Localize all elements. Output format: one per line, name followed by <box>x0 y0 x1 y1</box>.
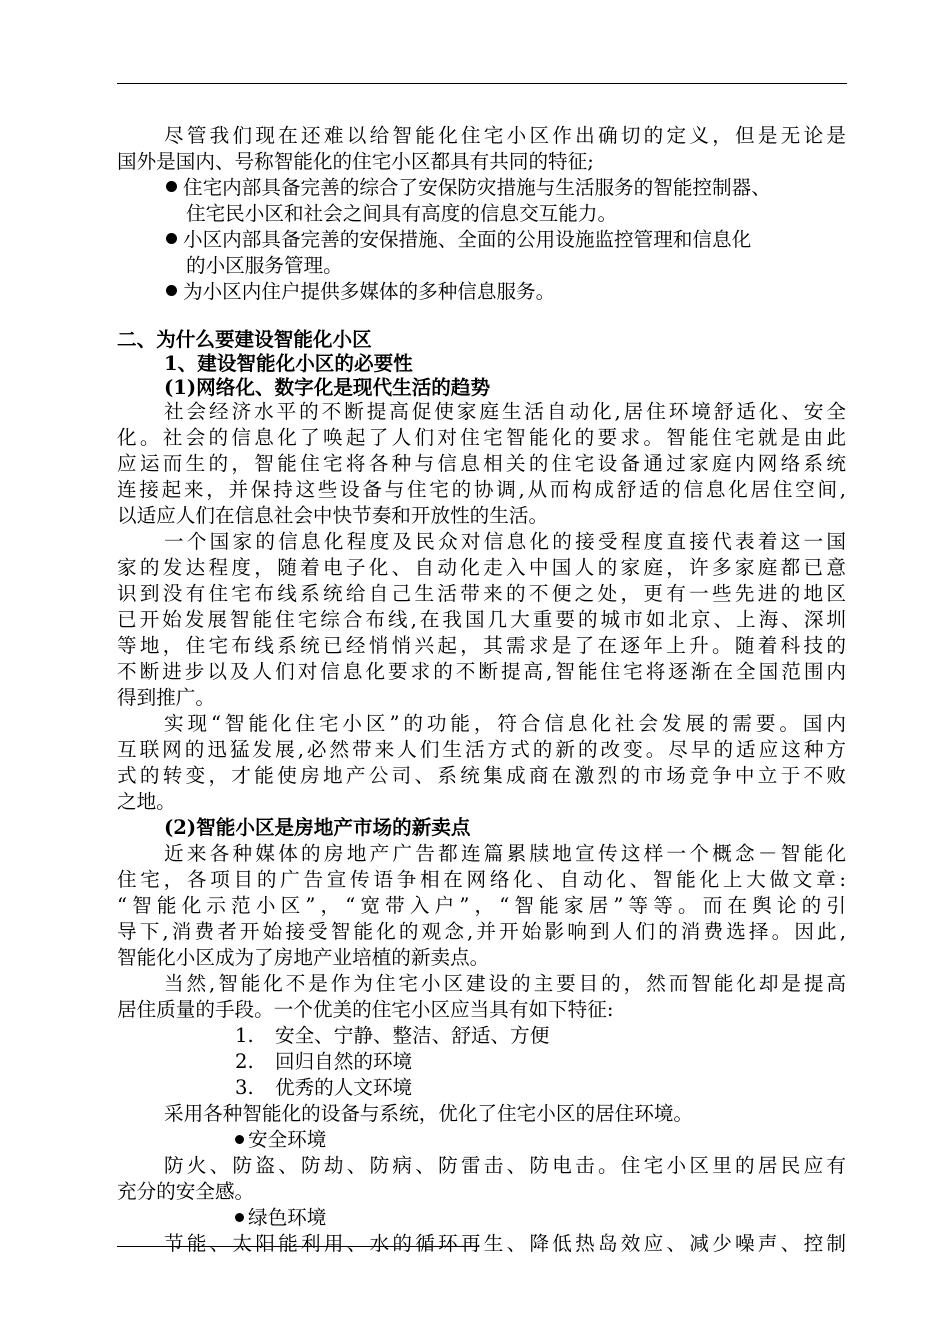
feature-2-line-1: 小区内部具备完善的安保措施、全面的公用设施监控管理和信息化 <box>183 228 752 251</box>
feature-bullet-1 <box>166 175 771 201</box>
numbered-item-2 <box>235 1049 412 1075</box>
para1-line-1: 社会经济水平的不断提高促使家庭生活自动化,居住环境舒适化、安全 <box>164 400 846 423</box>
para4-line-2: 住宅，各项目的广告宣传语争相在网络化、自动化、智能化上大做文章: <box>117 868 846 891</box>
env2-line-1: 节能、太阳能利用、水的循环再生、降低热岛效应、减少噪声、控制 <box>164 1232 846 1255</box>
para2-line-1: 一个国家的信息化程度及民众对信息化的接受程度直接代表着这一国 <box>164 530 846 553</box>
feature-3-line-1: 为小区内住户提供多媒体的多种信息服务。 <box>183 280 556 303</box>
intro-line-1: 尽管我们现在还难以给智能化住宅小区作出确切的定义，但是无论是 <box>164 124 846 147</box>
para4-line-4: 导下,消费者开始接受智能化的观念,并开始影响到人们的消费选择。因此, <box>117 920 846 943</box>
para2-line-6: 不断进步以及人们对信息化要求的不断提高,智能住宅将逐渐在全国范围内 <box>117 660 846 683</box>
numbered-item-3 <box>235 1075 412 1101</box>
item-number: 3. <box>235 1076 254 1099</box>
item-number: 2. <box>235 1050 254 1073</box>
bullet-icon <box>166 233 177 244</box>
para6: 采用各种智能化的设备与系统，优化了住宅小区的居住环境。 <box>164 1102 694 1125</box>
para1-line-2: 化。社会的信息化了唤起了人们对住宅智能化的要求。智能住宅就是由此 <box>117 426 846 449</box>
header-rule <box>117 83 847 84</box>
para3-line-3: 式的转变，才能使房地产公司、系统集成商在激烈的市场竞争中立于不败 <box>117 764 846 787</box>
env1-line-1: 防火、防盗、防劫、防病、防雷击、防电击。住宅小区里的居民应有 <box>164 1154 846 1177</box>
bullet-icon <box>166 285 177 296</box>
bullet-icon <box>235 1135 244 1144</box>
para2-line-4: 已开始发展智能住宅综合布线,在我国几大重要的城市如北京、上海、深圳 <box>117 608 846 631</box>
para1-line-3: 应运而生的，智能住宅将各种与信息相关的住宅设备通过家庭内网络系统 <box>117 452 846 475</box>
para5-line-2: 居住质量的手段。一个优美的住宅小区应当具有如下特征: <box>117 998 614 1021</box>
para2-line-7: 得到推广。 <box>117 686 215 709</box>
env-title: 安全环境 <box>248 1128 327 1151</box>
footnote-rule <box>117 1246 479 1247</box>
para2-line-5: 等地，住宅布线系统已经悄悄兴起，其需求是了在逐年上升。随着科技的 <box>117 634 846 657</box>
item-number: 1. <box>235 1024 254 1047</box>
subsubsection-heading-1: (1)网络化、数字化是现代生活的趋势 <box>164 376 491 399</box>
feature-bullet-2 <box>166 227 751 253</box>
para3-line-4: 之地。 <box>117 790 176 813</box>
feature-bullet-3 <box>166 279 555 305</box>
para5-line-1: 当然,智能化不是作为住宅小区建设的主要目的，然而智能化却是提高 <box>164 972 846 995</box>
intro-line-2: 国外是国内、号称智能化的住宅小区都具有共同的特征; <box>117 150 594 173</box>
item-text: 安全、宁静、整洁、舒适、方便 <box>275 1024 550 1047</box>
bullet-icon <box>166 181 177 192</box>
item-text: 优秀的人文环境 <box>275 1076 413 1099</box>
bullet-icon <box>235 1213 244 1222</box>
feature-1-line-1: 住宅内部具备完善的综合了安保防灾措施与生活服务的智能控制器、 <box>183 176 771 199</box>
feature-1-line-2: 住宅民小区和社会之间具有高度的信息交互能力。 <box>186 202 618 225</box>
numbered-item-1 <box>235 1023 549 1049</box>
para4-line-5: 智能化小区成为了房地产业培植的新卖点。 <box>117 946 490 969</box>
para4-line-3: “智能化示范小区”，“宽带入户”，“智能家居”等等。而在舆论的引 <box>117 894 846 917</box>
para3-line-2: 互联网的迅猛发展,必然带来人们生活方式的新的改变。尽早的适应这种方 <box>117 738 846 761</box>
feature-2-line-2: 的小区服务管理。 <box>186 254 343 277</box>
para1-line-4: 连接起来，并保持这些设备与住宅的协调,从而构成舒适的信息化居住空间, <box>117 478 846 501</box>
subsection-heading: 1、建设智能化小区的必要性 <box>164 352 413 375</box>
env-title: 绿色环境 <box>248 1206 327 1229</box>
env1-line-2: 充分的安全感。 <box>117 1180 255 1203</box>
section-heading: 二、为什么要建设智能化小区 <box>117 328 372 351</box>
para2-line-3: 识到没有住宅布线系统给自己生活带来的不便之处，更有一些先进的地区 <box>117 582 846 605</box>
env-heading-1 <box>235 1127 326 1153</box>
subsubsection-heading-2: (2)智能小区是房地产市场的新卖点 <box>164 816 471 839</box>
item-text: 回归自然的环境 <box>275 1050 413 1073</box>
para1-line-5: 以适应人们在信息社会中快节奏和开放性的生活。 <box>117 504 549 527</box>
para2-line-2: 家的发达程度，随着电子化、自动化走入中国人的家庭，许多家庭都已意 <box>117 556 846 579</box>
env-heading-2 <box>235 1205 326 1231</box>
para3-line-1: 实现“智能化住宅小区”的功能，符合信息化社会发展的需要。国内 <box>164 712 846 735</box>
para4-line-1: 近来各种媒体的房地产广告都连篇累牍地宣传这样一个概念－智能化 <box>164 842 846 865</box>
